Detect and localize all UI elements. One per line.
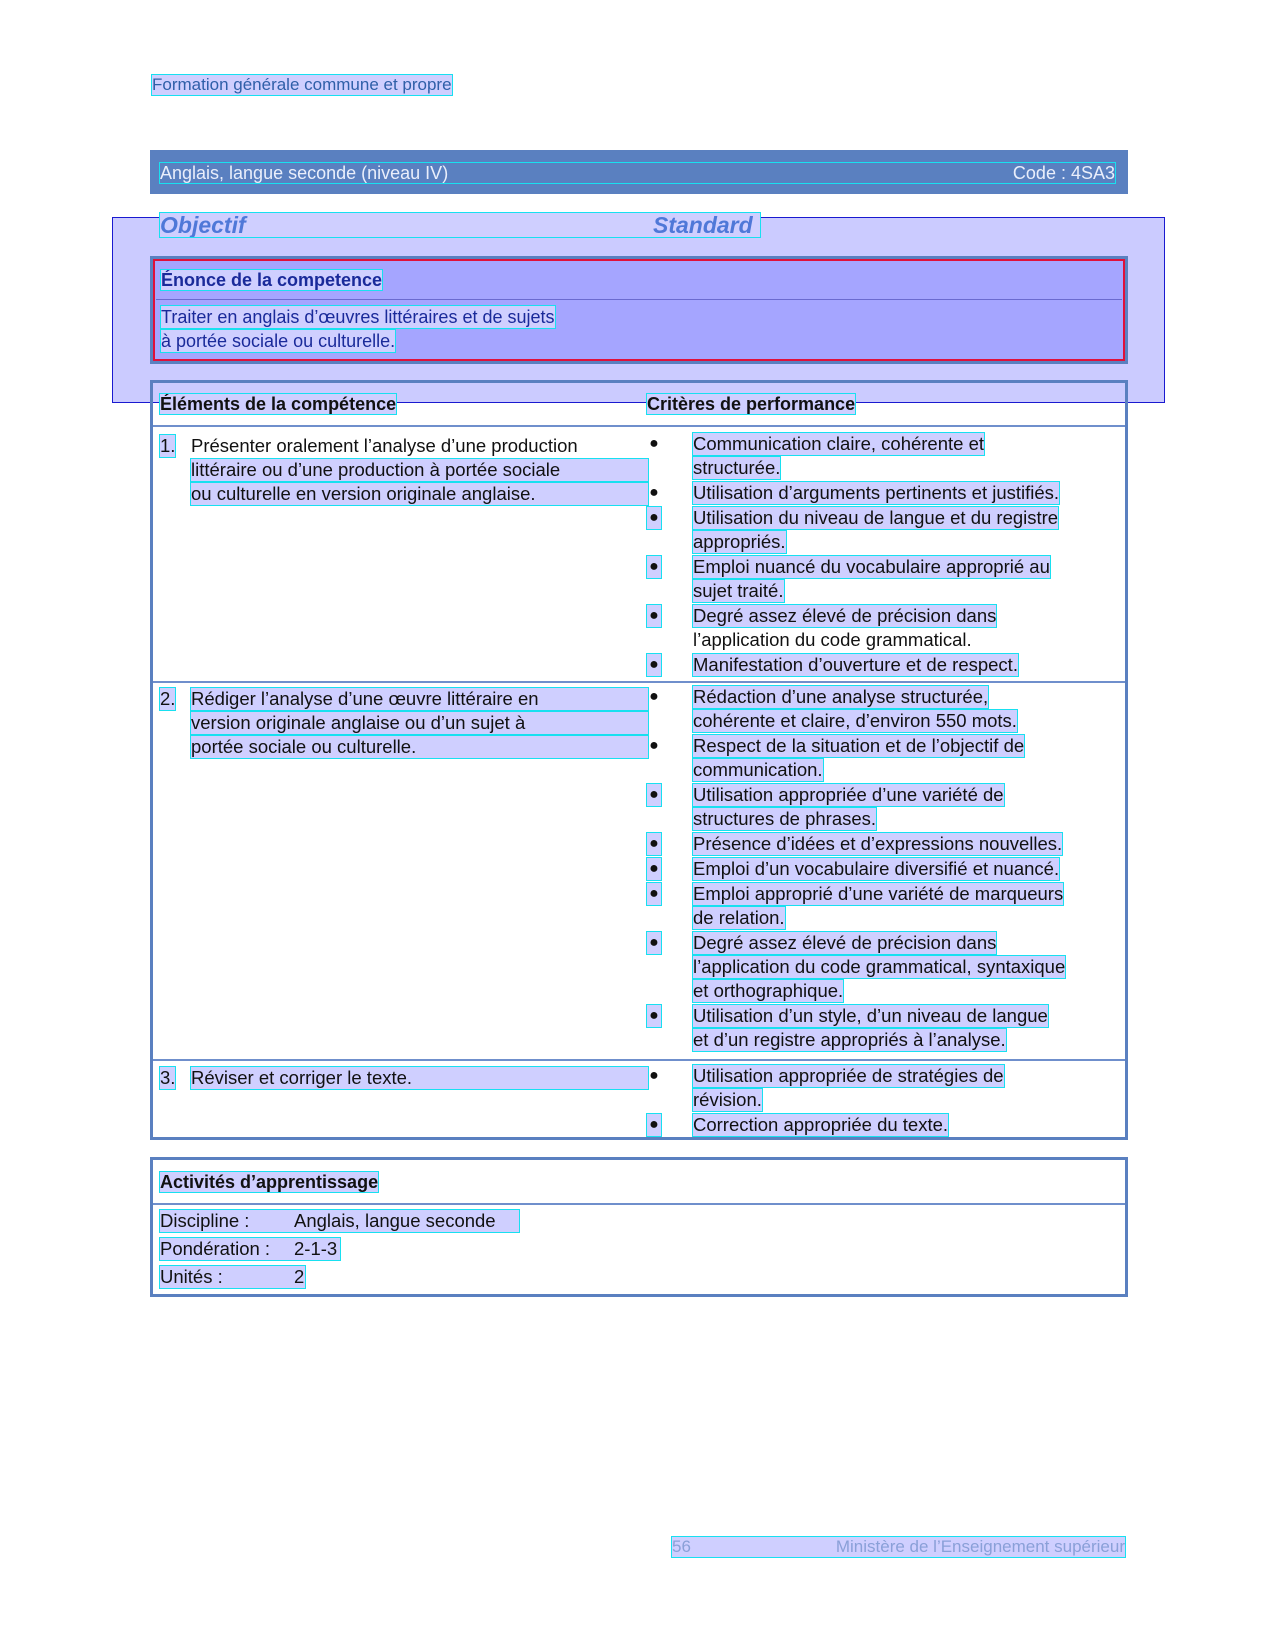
- element-text: Présenter oralement l’analyse d’une production: [191, 435, 578, 456]
- title-bar-text: [160, 163, 1115, 183]
- column-header-elements: Éléments de la compétence: [160, 394, 397, 414]
- enonce-line: Traiter en anglais d’œuvres littéraires et de sujets: [161, 307, 555, 327]
- activites-item-unites: [160, 1266, 305, 1288]
- enonce-title: Énonce de la competence: [161, 270, 383, 290]
- criterion-text: Respect de la situation et de l’objectif de: [693, 735, 1025, 756]
- element-text: littéraire ou d’une production à portée sociale: [191, 459, 648, 481]
- element-text: version originale anglaise ou d’un sujet à: [191, 712, 648, 734]
- bullet-icon: ●: [647, 883, 661, 905]
- bullet-icon: ●: [649, 435, 659, 452]
- activites-value: Anglais, langue seconde: [294, 1210, 496, 1231]
- criterion-text: Utilisation appropriée de stratégies de: [693, 1065, 1004, 1086]
- bullet-icon: ●: [647, 784, 661, 806]
- criterion-text: Degré assez élevé de précision dans: [693, 932, 997, 953]
- criterion-text: sujet traité.: [693, 580, 784, 601]
- element-text: Réviser et corriger le texte.: [191, 1067, 648, 1089]
- criterion-text: Manifestation d’ouverture et de respect.: [693, 654, 1018, 675]
- bullet-icon: ●: [647, 833, 661, 855]
- activites-value: 2: [294, 1266, 305, 1287]
- activites-label: Discipline :: [160, 1210, 250, 1231]
- criterion-text: révision.: [693, 1089, 762, 1110]
- bullet-icon: ●: [647, 556, 661, 578]
- criterion-text: structurée.: [693, 457, 781, 478]
- element-text: portée sociale ou culturelle.: [191, 736, 648, 758]
- page-footer: [672, 1537, 1125, 1557]
- element-text: ou culturelle en version originale anglaise.: [191, 483, 648, 505]
- element-number: 2.: [160, 688, 176, 709]
- bullet-icon: ●: [647, 507, 661, 529]
- page-number: 56: [672, 1537, 691, 1556]
- bullet-icon: ●: [647, 1114, 661, 1136]
- criterion-text: Rédaction d’une analyse structurée,: [693, 686, 989, 707]
- criterion-text: l’application du code grammatical, syntaxique: [693, 956, 1066, 977]
- table-divider: [153, 681, 1125, 683]
- bullet-icon: ●: [649, 688, 659, 705]
- bullet-icon: ●: [649, 484, 659, 501]
- column-header-criteres: Critères de performance: [647, 394, 856, 414]
- running-header: Formation générale commune et propre: [152, 75, 452, 94]
- bullet-icon: ●: [647, 654, 661, 676]
- objective-standard-row: [160, 213, 760, 237]
- element-number: 1.: [160, 435, 176, 456]
- criterion-text: appropriés.: [693, 531, 786, 552]
- bullet-icon: ●: [647, 605, 661, 627]
- criterion-text: Emploi d’un vocabulaire diversifié et nuancé.: [693, 858, 1060, 879]
- criterion-text: Communication claire, cohérente et: [693, 433, 985, 454]
- activites-label: Pondération :: [160, 1238, 271, 1259]
- element-number: 3.: [160, 1067, 176, 1088]
- enonce-line: à portée sociale ou culturelle.: [161, 331, 396, 351]
- bullet-icon: ●: [649, 1067, 659, 1084]
- criterion-text: Utilisation d’arguments pertinents et justifiés.: [693, 482, 1060, 503]
- bullet-icon: ●: [649, 737, 659, 754]
- criterion-text: et d’un registre appropriés à l’analyse.: [693, 1029, 1006, 1050]
- course-title: Anglais, langue seconde (niveau IV): [160, 163, 449, 183]
- bullet-icon: ●: [647, 932, 661, 954]
- activites-item-discipline: [160, 1210, 519, 1232]
- criterion-text: Correction appropriée du texte.: [693, 1114, 949, 1135]
- element-text: Rédiger l’analyse d’une œuvre littéraire en: [191, 688, 648, 710]
- activites-value: 2-1-3: [294, 1238, 338, 1259]
- criterion-text: Utilisation du niveau de langue et du registre: [693, 507, 1059, 528]
- objectif-label: Objectif: [160, 212, 246, 238]
- criterion-text: cohérente et claire, d’environ 550 mots.: [693, 710, 1017, 731]
- bullet-icon: ●: [647, 1005, 661, 1027]
- footer-ministry: Ministère de l’Enseignement supérieur: [835, 1537, 1125, 1556]
- criterion-text: communication.: [693, 759, 823, 780]
- criterion-text: et orthographique.: [693, 980, 844, 1001]
- activites-title: Activités d’apprentissage: [160, 1172, 379, 1192]
- criterion-text: Emploi nuancé du vocabulaire approprié au: [693, 556, 1050, 577]
- standard-label: Standard: [653, 212, 753, 238]
- criterion-text: Degré assez élevé de précision dans: [693, 605, 997, 626]
- criterion-text: Utilisation appropriée d’une variété de: [693, 784, 1004, 805]
- table-divider: [153, 425, 1125, 427]
- criterion-text: Présence d’idées et d’expressions nouvelles.: [693, 833, 1063, 854]
- criterion-text: Utilisation d’un style, d’un niveau de langue: [693, 1005, 1048, 1026]
- criterion-text: l’application du code grammatical.: [693, 629, 972, 650]
- criterion-text: Emploi approprié d’une variété de marqueurs: [693, 883, 1064, 904]
- bullet-icon: ●: [647, 858, 661, 880]
- criterion-text: de relation.: [693, 907, 785, 928]
- enonce-divider: [156, 299, 1122, 300]
- criterion-text: structures de phrases.: [693, 808, 877, 829]
- activites-label: Unités :: [160, 1266, 223, 1287]
- activites-divider: [153, 1203, 1125, 1205]
- activites-item-ponderation: [160, 1238, 340, 1260]
- table-divider: [153, 1059, 1125, 1061]
- course-code: Code : 4SA3: [1012, 163, 1115, 183]
